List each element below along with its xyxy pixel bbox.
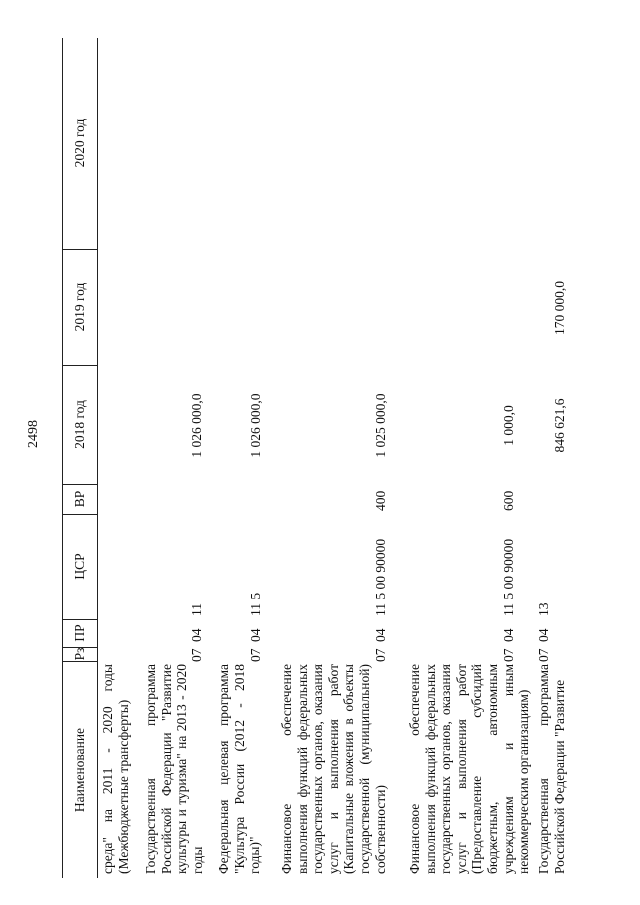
row-pr: 04 [189, 628, 204, 642]
budget-table [62, 38, 612, 878]
row-name: среда" на 2011 - 2020 годы (Межбюджетные трансферты) [100, 664, 131, 874]
row-2018: 1 026 000,0 [248, 393, 263, 458]
row-name: Федеральная целевая программа "Культура России (2012 - 2018 годы)" [216, 664, 263, 874]
header-pr: ПР [63, 619, 97, 648]
row-pr: 04 [248, 628, 263, 642]
row-rz: 07 [189, 648, 204, 662]
row-pr: 04 [373, 628, 388, 642]
row-vr: 600 [501, 490, 516, 511]
header-rz: Рз [63, 647, 97, 662]
row-name: Финансовое обеспечение выполнения функций федеральных государственных органов, оказания услуг и выполнения работ (Капитальные вложения в объекты государственной (муниципальной) собственности) [279, 664, 388, 874]
header-vr: ВР [63, 484, 97, 515]
row-pr: 04 [501, 628, 516, 642]
row-csr: 11 5 00 90000 [501, 538, 516, 616]
row-2018: 846 621,6 [552, 398, 567, 453]
page-number: 2498 [26, 420, 41, 448]
row-2018: 1 000,0 [501, 405, 516, 446]
row-pr: 04 [536, 628, 551, 642]
row-csr: 13 [536, 602, 551, 616]
table-header [62, 38, 98, 878]
row-rz: 07 [501, 648, 516, 662]
row-csr: 11 [189, 603, 204, 616]
row-name: Финансовое обеспечение выполнения функций федеральных государственных органов, оказания услуг и выполнения работ (Предоставление субсидий бюджетным, автономным учреждениям и иным некоммерческим организациям) [407, 664, 532, 874]
row-rz: 07 [248, 648, 263, 662]
row-2019: 170 000,0 [552, 281, 567, 335]
header-2020: 2020 год [63, 37, 97, 250]
row-name: Государственная программа Российской Федерации "Развитие культуры и туризма" на 2013 - 2020 годы [143, 664, 205, 874]
row-2018: 1 025 000,0 [373, 393, 388, 458]
row-csr: 11 5 00 90000 [373, 538, 388, 616]
row-rz: 07 [373, 648, 388, 662]
header-2018: 2018 год [63, 365, 97, 485]
row-vr: 400 [373, 490, 388, 511]
row-2018: 1 026 000,0 [189, 393, 204, 458]
header-name: Наименование [72, 727, 87, 813]
header-2019: 2019 год [63, 249, 97, 366]
row-rz: 07 [536, 648, 551, 662]
header-csr: ЦСР [63, 514, 97, 620]
row-csr: 11 5 [248, 592, 263, 616]
row-name: Государственная программа Российской Федерации "Развитие [536, 664, 567, 874]
